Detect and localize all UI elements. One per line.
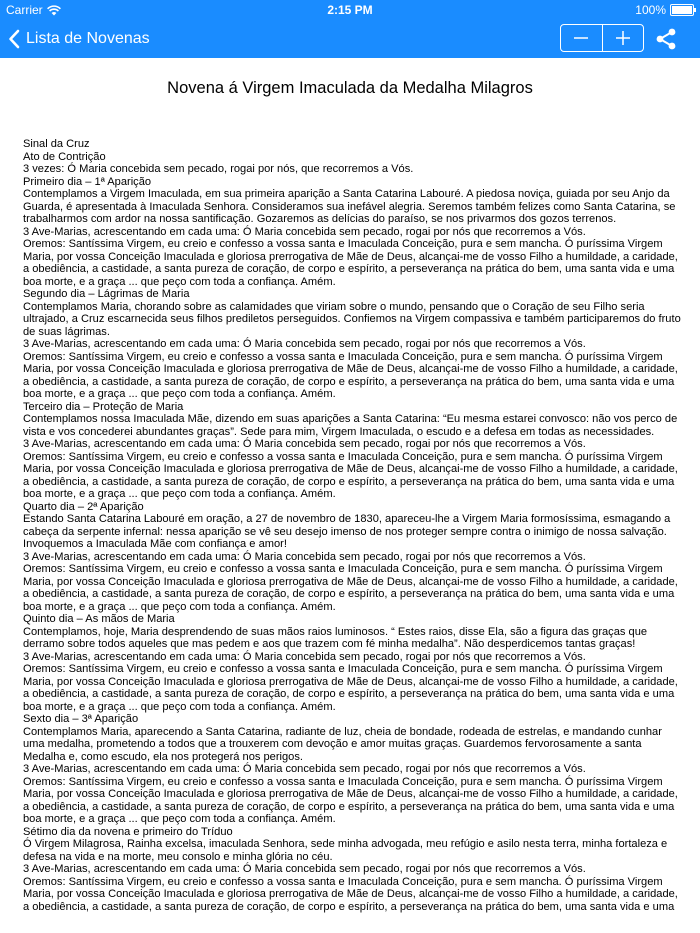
battery-percent: 100% bbox=[635, 3, 666, 17]
novena-text: Sinal da Cruz Ato de Contrição 3 vezes: Ó Maria concebida sem pecado, rogai por nós, que recorremos a Vós. Primeiro dia – 1ª Aparição Contemplamos a Virgem Imaculada, em sua primeira aparição a Santa Catarina Labouré. A piedosa noviça, guiada por seu Anjo da Guarda, é apresentada à Imaculada Senhora. Consideramos sua inefável alegria. Seremos também felizes como Santa Catarina, se trabalharmos com ardor na nossa santificação. Gozaremos as delícias do paraíso, se nos privarmos dos gozos terrenos. 3 Ave-Marias, acrescentando em cada uma: Ó Maria concebida sem pecado, rogai por nós que recorremos a Vós. Oremos: Santíssima Virgem, eu creio e confesso a vossa santa e Imaculada Conceição, pura e sem mancha. Ó puríssima Virgem Maria, por vossa Conceição Imaculada e gloriosa prerrogativa de Mãe de Deus, alcançai-me de vosso Filho a humildade, a caridade, a obediência, a castidade, a santa pureza de coração, de corpo e espírito, a perseverança na prática do bem, uma santa vida e uma boa morte, e a graça ... que peço com toda a confiança. Amém. Segundo dia – Lágrimas de Maria Contemplamos Maria, chorando sobre as calamidades que viriam sobre o mundo, pensando que o Coração de seu Filho seria ultrajado, a Cruz escarnecida seus filhos prediletos perseguidos. Confiemos na Virgem compassiva e também participaremos do fruto de suas lágrimas. 3 Ave-Marias, acrescentando em cada uma: Ó Maria concebida sem pecado, rogai por nós que recorremos a Vós. Oremos: Santíssima Virgem, eu creio e confesso a vossa santa e Imaculada Conceição, pura e sem mancha. Ó puríssima Virgem Maria, por vossa Conceição Imaculada e gloriosa prerrogativa de Mãe de Deus, alcançai-me de vosso Filho a humildade, a caridade, a obediência, a castidade, a santa pureza de coração, de corpo e espírito, a perseverança na prática do bem, uma santa vida e uma boa morte, e a graça ... que peço com toda a confiança. Amém. Terceiro dia – Proteção de Maria Contemplamos nossa Imaculada Mãe, dizendo em suas aparições a Santa Catarina: “Eu mesma estarei convosco: não vos perco de vista e vos concederei abundantes graças”. Sede para mim, Virgem Imaculada, o escudo e a defesa em todas as necessidades. 3 Ave-Marias, acrescentando em cada uma: Ó Maria concebida sem pecado, rogai por nós que recorremos a Vós. Oremos: Santíssima Virgem, eu creio e confesso a vossa santa e Imaculada Conceição, pura e sem mancha. Ó puríssima Virgem Maria, por vossa Conceição Imaculada e gloriosa prerrogativa de Mãe de Deus, alcançai-me de vosso Filho a humildade, a caridade, a obediência, a castidade, a santa pureza de coração, de corpo e espírito, a perseverança na prática do bem, uma santa vida e uma boa morte, e a graça ... que peço com toda a confiança. Amém. Quarto dia – 2ª Aparição Estando Santa Catarina Labouré em oração, a 27 de novembro de 1830, apareceu-lhe a Virgem Maria formosíssima, esmagando a cabeça da serpente infernal: nessa aparição se vê seu desejo imenso de nos proteger sempre contra o inimigo de nossa salvação. Invoquemos a Imaculada Mãe com confiança e amor! 3 Ave-Marias, acrescentando em cada uma: Ó Maria concebida sem pecado, rogai por nós que recorremos a Vós. Oremos: Santíssima Virgem, eu creio e confesso a vossa santa e Imaculada Conceição, pura e sem mancha. Ó puríssima Virgem Maria, por vossa Conceição Imaculada e gloriosa prerrogativa de Mãe de Deus, alcançai-me de vosso Filho a humildade, a caridade, a obediência, a castidade, a santa pureza de coração, de corpo e espírito, a perseverança na prática do bem, uma santa vida e uma boa morte, e a graça ... que peço com toda a confiança. Amém. Quinto dia – As mãos de Maria Contemplamos, hoje, Maria desprendendo de suas mãos raios luminosos. “ Estes raios, disse Ela, são a figura das graças que derramo sobre todos aqueles que mas pedem e aos que trazem com fé minha medalha”. Não desperdicemos tantas graças! 3 Ave-Marias, acrescentando em cada uma: Ó Maria concebida sem pecado, rogai por nós que recorremos a Vós. Oremos: Santíssima Virgem, eu creio e confesso a vossa santa e Imaculada Conceição, pura e sem mancha. Ó puríssima Virgem Maria, por vossa Conceição Imaculada e gloriosa prerrogativa de Mãe de Deus, alcançai-me de vosso Filho a humildade, a caridade, a obediência, a castidade, a santa pureza de coração, de corpo e espírito, a perseverança na prática do bem, uma santa vida e uma boa morte, e a graça ... que peço com toda a confiança. Amém. Sexto dia – 3ª Aparição Contemplamos Maria, aparecendo a Santa Catarina, radiante de luz, cheia de bondade, rodeada de estrelas, e mandando cunhar uma medalha, prometendo a todos que a trouxerem com devoção e amor muitas graças. Guardemos fervorosamente a santa Medalha e, como escudo, ela nos protegerá nos perigos. 3 Ave-Marias, acrescentando em cada uma: Ó Maria concebida sem pecado, rogai por nós que recorremos a Vós. Oremos: Santíssima Virgem, eu creio e confesso a vossa santa e Imaculada Conceição, pura e sem mancha. Ó puríssima Virgem Maria, por vossa Conceição Imaculada e gloriosa prerrogativa de Mãe de Deus, alcançai-me de vosso Filho a humildade, a caridade, a obediência, a castidade, a santa pureza de coração, de corpo e espírito, a perseverança na prática do bem, uma santa vida e uma boa morte, e a graça ... que peço com toda a confiança. Amém. Sétimo dia da novena e primeiro do Tríduo Ó Virgem Milagrosa, Rainha excelsa, imaculada Senhora, sede minha advogada, meu refúgio e asilo nesta terra, minha fortaleza e defesa na vida e na morte, meu consolo e minha glória no céu. 3 Ave-Marias, acrescentando em cada uma: Ó Maria concebida sem pecado, rogai por nós que recorremos a Vós. Oremos: Santíssima Virgem, eu creio e confesso a vossa santa e Imaculada Conceição, pura e sem mancha. Ó puríssima Virgem Maria, por vossa Conceição Imaculada e gloriosa prerrogativa de Mãe de Deus, alcançai-me de vosso Filho a humildade, a caridade, a obediência, a castidade, a santa pureza de coração, de corpo e espírito, a perseverança na prática do bem, uma santa vida e uma bbox=[23, 138, 681, 913]
status-bar bbox=[0, 0, 700, 20]
status-right bbox=[635, 3, 694, 17]
carrier-label: Carrier bbox=[6, 3, 43, 17]
share-button[interactable] bbox=[654, 27, 678, 51]
increase-font-button[interactable] bbox=[602, 25, 644, 51]
plus-icon bbox=[614, 29, 632, 47]
font-size-stepper[interactable] bbox=[560, 24, 644, 52]
battery-icon bbox=[670, 4, 694, 16]
chevron-left-icon bbox=[8, 29, 20, 49]
decrease-font-button[interactable] bbox=[561, 25, 602, 51]
status-time: 2:15 PM bbox=[327, 3, 373, 17]
back-button[interactable] bbox=[8, 26, 150, 52]
back-button-label: Lista de Novenas bbox=[26, 30, 150, 47]
novena-title: Novena á Virgem Imaculada da Medalha Milagros bbox=[167, 79, 533, 97]
navigation-bar bbox=[0, 20, 700, 58]
minus-icon bbox=[572, 29, 590, 47]
share-icon bbox=[654, 27, 678, 51]
